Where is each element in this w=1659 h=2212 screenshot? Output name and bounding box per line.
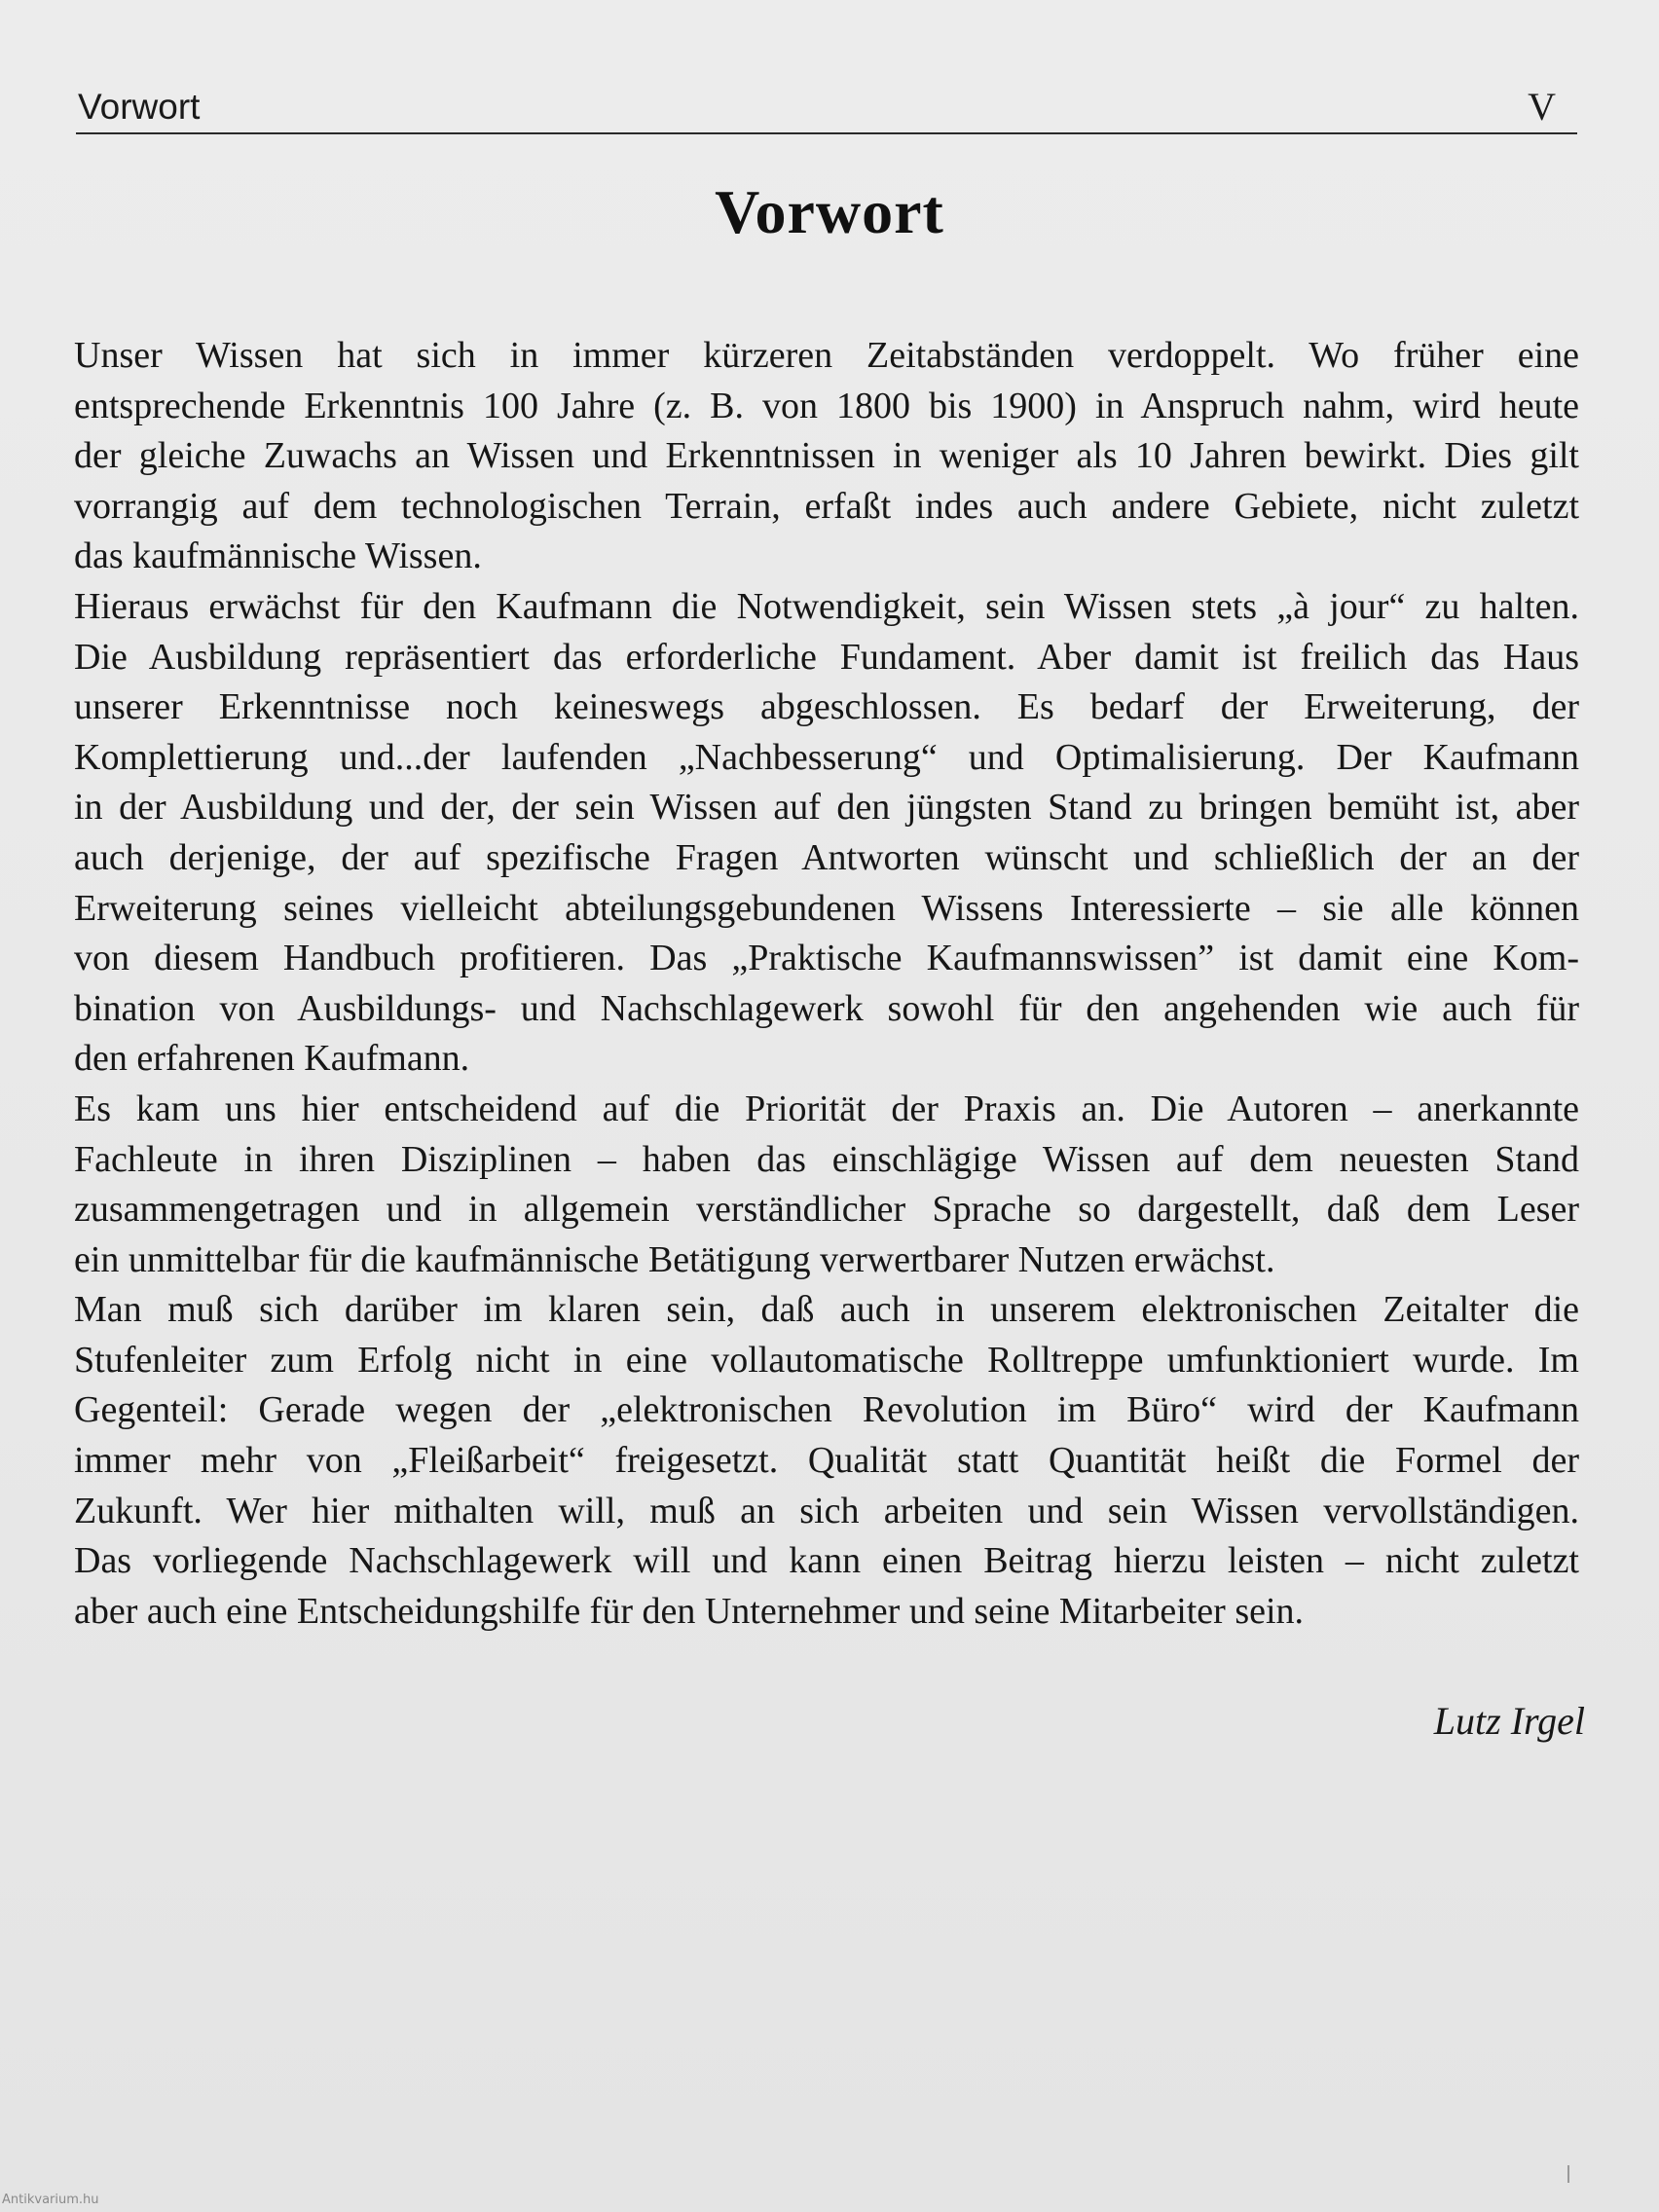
text-line: Stufenleiter zum Erfolg nicht in eine vollautomatische Rolltreppe umfunktioniert wurde. Im bbox=[74, 1339, 1579, 1381]
preface-body bbox=[74, 331, 1579, 1637]
text-line: Erweiterung seines vielleicht abteilungsgebundenen Wissens Interessierte – sie alle können bbox=[74, 887, 1579, 929]
text-line: ein unmittelbar für die kaufmännische Betätigung verwertbarer Nutzen erwächst. bbox=[74, 1238, 1275, 1280]
text-line: den erfahrenen Kaufmann. bbox=[74, 1038, 470, 1080]
text-line: in der Ausbildung und der, der sein Wissen auf den jüngsten Stand zu bringen bemüht ist, aber bbox=[74, 787, 1579, 829]
page-title: Vorwort bbox=[715, 177, 944, 246]
running-header bbox=[76, 86, 1577, 134]
text-line: vorrangig auf dem technologischen Terrain, erfaßt indes auch andere Gebiete, nicht zuletzt bbox=[74, 485, 1579, 527]
text-line: Zukunft. Wer hier mithalten will, muß an sich arbeiten und sein Wissen vervollständigen. bbox=[74, 1490, 1579, 1531]
text-line: Die Ausbildung repräsentiert das erforderliche Fundament. Aber damit ist freilich das Haus bbox=[74, 636, 1579, 678]
page-number: V bbox=[1528, 85, 1556, 129]
text-line: auch derjenige, der auf spezifische Fragen Antworten wünscht und schließlich der an der bbox=[74, 836, 1579, 878]
text-line: bination von Ausbildungs- und Nachschlagewerk sowohl für den angehenden wie auch für bbox=[74, 987, 1579, 1029]
text-line: entsprechende Erkenntnis 100 Jahre (z. B. von 1800 bis 1900) in Anspruch nahm, wird heute bbox=[74, 385, 1579, 426]
text-line: Man muß sich darüber im klaren sein, daß auch in unserem elektronischen Zeitalter die bbox=[74, 1289, 1579, 1331]
author-signature: Lutz Irgel bbox=[1433, 1699, 1585, 1743]
text-line: Gegenteil: Gerade wegen der „elektronischen Revolution im Büro“ wird der Kaufmann bbox=[74, 1389, 1579, 1431]
text-line: Unser Wissen hat sich in immer kürzeren Zeitabständen verdoppelt. Wo früher eine bbox=[74, 335, 1579, 376]
text-line: Es kam uns hier entscheidend auf die Priorität der Praxis an. Die Autoren – anerkannte bbox=[74, 1088, 1579, 1129]
text-line: aber auch eine Entscheidungshilfe für den Unternehmer und seine Mitarbeiter sein. bbox=[74, 1590, 1305, 1632]
text-line: von diesem Handbuch profitieren. Das „Praktische Kaufmannswissen” ist damit eine Kom- bbox=[74, 938, 1579, 979]
text-line: das kaufmännische Wissen. bbox=[74, 535, 482, 577]
text-line: Hieraus erwächst für den Kaufmann die Notwendigkeit, sein Wissen stets „à jour“ zu halten. bbox=[74, 585, 1579, 627]
text-line: unserer Erkenntnisse noch keineswegs abgeschlossen. Es bedarf der Erweiterung, der bbox=[74, 686, 1579, 728]
text-line: Fachleute in ihren Disziplinen – haben das einschlägige Wissen auf dem neuesten Stand bbox=[74, 1138, 1579, 1180]
text-line: Das vorliegende Nachschlagewerk will und kann einen Beitrag hierzu leisten – nicht zuletzt bbox=[74, 1540, 1579, 1582]
text-line: zusammengetragen und in allgemein verständlicher Sprache so dargestellt, daß dem Leser bbox=[74, 1189, 1579, 1231]
page-edge-mark bbox=[1567, 2165, 1569, 2183]
text-line: Komplettierung und...der laufenden „Nachbesserung“ und Optimalisierung. Der Kaufmann bbox=[74, 736, 1579, 778]
running-title: Vorwort bbox=[78, 87, 201, 127]
text-line: immer mehr von „Fleißarbeit“ freigesetzt. Qualität statt Quantität heißt die Formel der bbox=[74, 1440, 1579, 1482]
text-line: der gleiche Zuwachs an Wissen und Erkenntnissen in weniger als 10 Jahren bewirkt. Dies gilt bbox=[74, 435, 1579, 477]
watermark-text: Antikvarium.hu bbox=[2, 2193, 99, 2207]
